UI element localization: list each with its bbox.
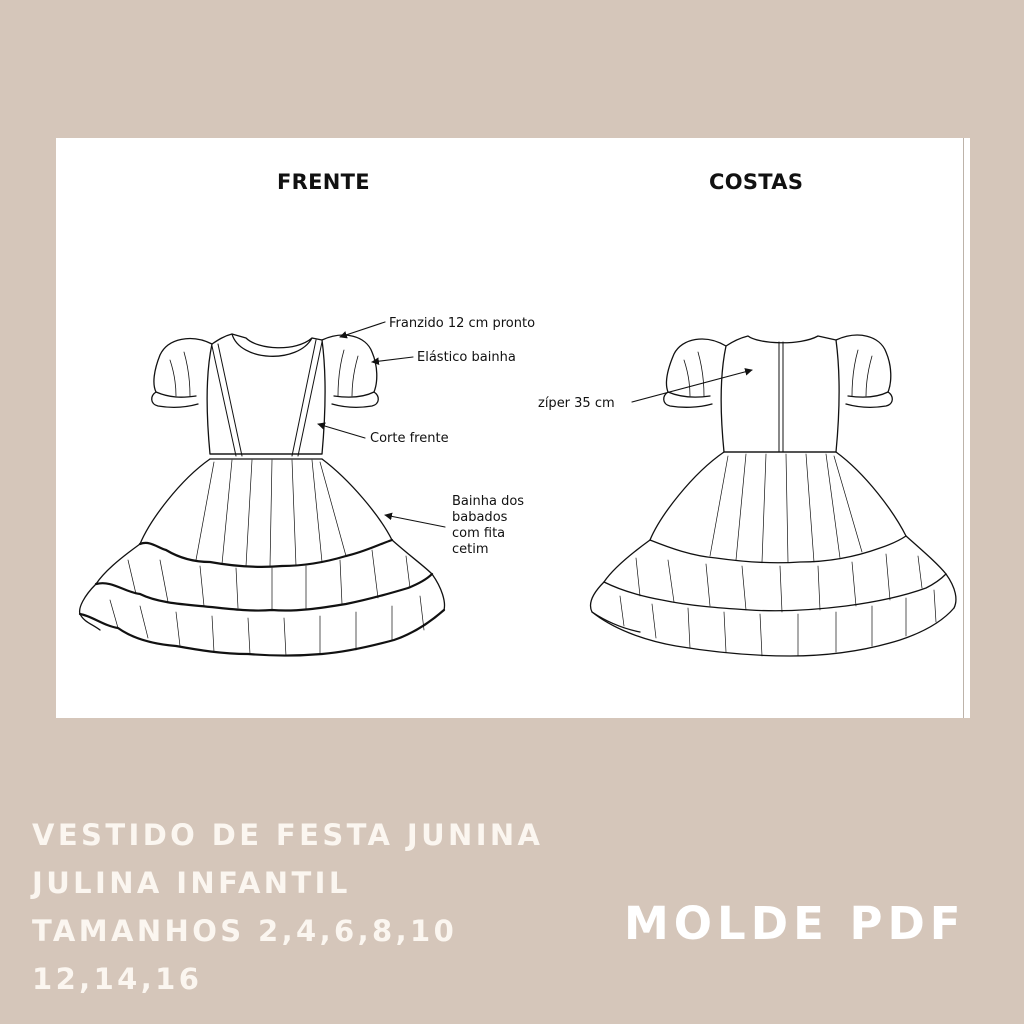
caption-line-2: JULINA INFANTIL — [32, 866, 351, 900]
front-view-title: FRENTE — [277, 170, 370, 194]
callout-bainha-line-4: cetim — [452, 542, 489, 557]
back-dress-sketch — [591, 335, 956, 656]
caption-line-4: 12,14,16 — [32, 962, 203, 996]
callout-bainha-babados — [452, 494, 524, 558]
callout-arrows — [318, 322, 752, 527]
callout-ziper: zíper 35 cm — [538, 396, 615, 411]
back-view-title: COSTAS — [709, 170, 804, 194]
caption-line-3: TAMANHOS 2,4,6,8,10 — [32, 914, 458, 948]
front-dress-sketch — [80, 334, 445, 656]
caption-line-1: VESTIDO DE FESTA JUNINA — [32, 818, 544, 852]
callout-bainha-line-3: com fita — [452, 526, 506, 541]
molde-pdf-badge: MOLDE PDF — [624, 897, 966, 950]
callout-bainha-line-1: Bainha dos — [452, 494, 525, 509]
callout-elastico: Elástico bainha — [417, 350, 516, 365]
callout-bainha-line-2: babados — [452, 510, 508, 525]
callout-corte-frente: Corte frente — [370, 431, 449, 446]
callout-franzido: Franzido 12 cm pronto — [389, 316, 536, 331]
